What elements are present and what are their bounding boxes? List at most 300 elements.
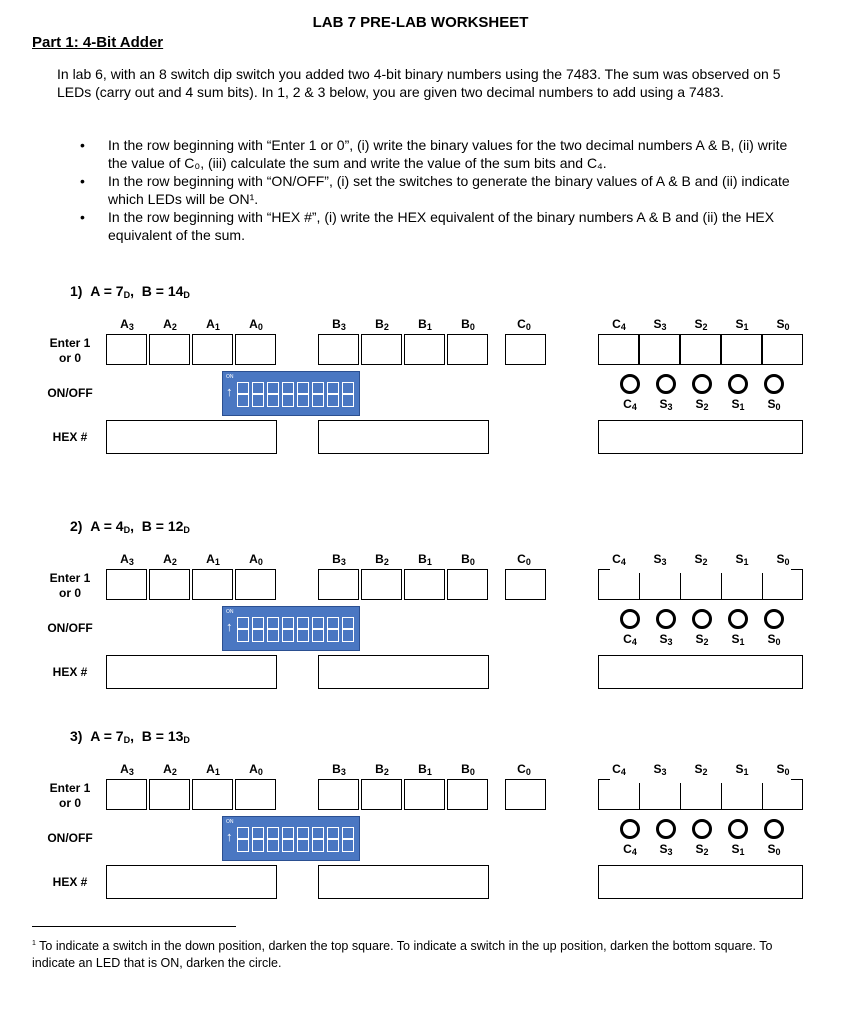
bit-subscript: 2 xyxy=(171,322,177,332)
hex-b-box[interactable] xyxy=(318,865,489,899)
a-bit-label xyxy=(150,317,190,332)
bit-letter: S xyxy=(659,842,668,856)
sum-entry-divider xyxy=(680,573,681,600)
dip-switch-toggle[interactable] xyxy=(327,827,339,852)
hex-b-box[interactable] xyxy=(318,655,489,689)
led-indicator[interactable] xyxy=(728,609,748,629)
bit-letter: B xyxy=(418,552,427,566)
led-label xyxy=(759,842,789,857)
led-label xyxy=(687,397,717,412)
footnote xyxy=(32,935,792,972)
bit-letter: A xyxy=(249,762,258,776)
bit-letter: C xyxy=(517,317,526,331)
radix-subscript: D xyxy=(183,735,190,745)
a-bit-entry-cell[interactable] xyxy=(192,569,233,600)
dip-switch-toggle[interactable] xyxy=(297,827,309,852)
bit-subscript: 4 xyxy=(631,402,637,412)
a-bit-label xyxy=(107,317,147,332)
led-indicator[interactable] xyxy=(728,374,748,394)
bit-subscript: 0 xyxy=(775,847,781,857)
bit-letter: S xyxy=(776,762,785,776)
led-indicator[interactable] xyxy=(656,819,676,839)
b-bit-label xyxy=(448,317,488,332)
part-heading: Part 1: 4-Bit Adder xyxy=(32,34,164,51)
row-label-onoff: ON/OFF xyxy=(47,386,93,400)
bit-subscript: 3 xyxy=(661,322,667,332)
bit-subscript: 3 xyxy=(340,322,346,332)
dip-switch-toggle[interactable] xyxy=(327,382,339,407)
sum-bit-entry-cell[interactable] xyxy=(723,571,761,598)
b-bit-entry-cell[interactable] xyxy=(318,569,359,600)
row-label-enter xyxy=(40,336,100,366)
b-bit-entry-cell[interactable] xyxy=(447,334,488,365)
bit-subscript: 4 xyxy=(620,557,626,567)
value-b: 14 xyxy=(167,283,184,299)
led-indicator[interactable] xyxy=(764,609,784,629)
b-bit-label xyxy=(319,762,359,777)
bit-letter: S xyxy=(653,552,662,566)
a-bit-entry-cell[interactable] xyxy=(149,569,190,600)
a-bit-entry-cell[interactable] xyxy=(106,779,147,810)
dip-on-label: ON xyxy=(226,819,234,825)
problem-heading: 2) $A = 4_D$, $B = 12_D$ xyxy=(70,518,190,535)
led-label xyxy=(687,842,717,857)
led-indicator[interactable] xyxy=(692,609,712,629)
bit-subscript: 1 xyxy=(743,322,749,332)
row-label-onoff: ON/OFF xyxy=(47,621,93,635)
b-bit-entry-cell[interactable] xyxy=(318,334,359,365)
led-label xyxy=(651,842,681,857)
bit-letter: A xyxy=(120,552,129,566)
led-indicator[interactable] xyxy=(620,609,640,629)
sum-bit-label xyxy=(722,552,762,567)
b-bit-entry-cell[interactable] xyxy=(361,569,402,600)
a-bit-label xyxy=(236,552,276,567)
bit-subscript: 3 xyxy=(128,322,134,332)
bit-subscript: 0 xyxy=(784,557,790,567)
dip-switch-toggle[interactable] xyxy=(252,382,264,407)
c0-label xyxy=(504,317,544,332)
b-bit-label xyxy=(319,317,359,332)
bit-letter: A xyxy=(163,317,172,331)
row-label-line: Enter 1 xyxy=(49,336,91,350)
row-label-line: Enter 1 xyxy=(49,571,91,585)
bit-subscript: 1 xyxy=(214,322,220,332)
b-bit-entry-cell[interactable] xyxy=(404,779,445,810)
led-label xyxy=(651,397,681,412)
bit-subscript: 2 xyxy=(383,767,389,777)
bit-letter: C xyxy=(612,552,621,566)
bit-subscript: 1 xyxy=(214,557,220,567)
bit-letter: B xyxy=(375,317,384,331)
bit-subscript: 2 xyxy=(703,847,709,857)
sum-bit-label xyxy=(599,552,639,567)
bit-subscript: 1 xyxy=(739,847,745,857)
dip-switch-toggle[interactable] xyxy=(312,827,324,852)
bit-letter: C xyxy=(623,842,632,856)
sum-bit-label xyxy=(722,762,762,777)
problem-number: 1) xyxy=(70,283,83,299)
b-bit-entry-cell[interactable] xyxy=(404,569,445,600)
sum-bit-entry-cell[interactable] xyxy=(762,334,803,365)
sum-bit-label xyxy=(681,317,721,332)
dip-on-label: ON xyxy=(226,374,234,380)
dip-switch[interactable] xyxy=(222,606,360,651)
b-bit-label xyxy=(319,552,359,567)
up-arrow-icon: ↑ xyxy=(226,829,233,844)
hex-b-box[interactable] xyxy=(318,420,489,454)
dip-switch-toggle[interactable] xyxy=(252,827,264,852)
problem-heading: 3) $A = 7_D$, $B = 13_D$ xyxy=(70,728,190,745)
b-bit-entry-cell[interactable] xyxy=(361,334,402,365)
problem-heading: 1) $A = 7_D$, $B = 14_D$ xyxy=(70,283,190,300)
value-a: 7 xyxy=(115,283,124,299)
bit-letter: S xyxy=(767,632,776,646)
row-label-enter xyxy=(40,571,100,601)
c0-label xyxy=(504,762,544,777)
bit-subscript: 2 xyxy=(703,402,709,412)
sum-entry-edge xyxy=(802,779,803,810)
bit-subscript: 3 xyxy=(340,557,346,567)
bit-letter: C xyxy=(612,317,621,331)
bit-letter: A xyxy=(120,762,129,776)
sum-bit-entry-cell[interactable] xyxy=(680,334,721,365)
row-label-hex: HEX # xyxy=(52,430,88,444)
sum-bit-label xyxy=(640,762,680,777)
sum-bit-entry-cell[interactable] xyxy=(639,334,680,365)
a-bit-entry-cell[interactable] xyxy=(149,779,190,810)
c0-entry-cell[interactable] xyxy=(505,334,546,365)
bit-letter: B xyxy=(418,762,427,776)
led-label xyxy=(615,632,645,647)
bit-letter: S xyxy=(695,397,704,411)
hex-a-box[interactable] xyxy=(106,655,277,689)
sum-bit-label xyxy=(722,317,762,332)
radix-subscript: D xyxy=(123,525,131,535)
bit-subscript: 1 xyxy=(426,322,432,332)
dip-switch-toggle[interactable] xyxy=(267,382,279,407)
a-bit-entry-cell[interactable] xyxy=(192,779,233,810)
a-bit-label xyxy=(236,317,276,332)
led-indicator[interactable] xyxy=(656,374,676,394)
bit-subscript: 2 xyxy=(383,322,389,332)
bit-subscript: 3 xyxy=(667,637,673,647)
b-bit-label xyxy=(405,317,445,332)
bit-subscript: 3 xyxy=(667,847,673,857)
dip-switch-toggle[interactable] xyxy=(267,617,279,642)
dip-switch-toggle[interactable] xyxy=(297,382,309,407)
b-bit-label xyxy=(362,762,402,777)
led-label xyxy=(723,632,753,647)
problem-section xyxy=(0,728,841,928)
a-bit-label xyxy=(193,552,233,567)
bit-subscript: 0 xyxy=(784,767,790,777)
radix-subscript: D xyxy=(183,525,190,535)
sum-entry-divider xyxy=(639,783,640,810)
bit-letter: B xyxy=(332,552,341,566)
dip-switch-toggle[interactable] xyxy=(342,617,354,642)
bit-letter: S xyxy=(653,762,662,776)
bit-subscript: 0 xyxy=(469,322,475,332)
problem-section xyxy=(0,518,841,718)
b-bit-entry-cell[interactable] xyxy=(318,779,359,810)
instructions-list xyxy=(80,136,805,244)
dip-switch[interactable] xyxy=(222,371,360,416)
b-bit-entry-cell[interactable] xyxy=(447,779,488,810)
bit-letter: S xyxy=(659,397,668,411)
dip-switch-toggle[interactable] xyxy=(267,827,279,852)
c0-label xyxy=(504,552,544,567)
sum-entry-divider xyxy=(721,783,722,810)
bit-letter: B xyxy=(332,762,341,776)
b-bit-label xyxy=(362,317,402,332)
a-bit-label xyxy=(107,552,147,567)
b-bit-entry-cell[interactable] xyxy=(404,334,445,365)
bit-subscript: 1 xyxy=(426,767,432,777)
radix-subscript: D xyxy=(123,735,131,745)
bit-letter: S xyxy=(735,317,744,331)
bit-subscript: 0 xyxy=(469,557,475,567)
bit-subscript: 0 xyxy=(784,322,790,332)
dip-switch-toggle[interactable] xyxy=(312,382,324,407)
bit-letter: S xyxy=(735,762,744,776)
instruction-item: • In the row beginning with “Enter 1 or 0”, (i) write the binary values for the two decimal numbers A & B, (ii) write the value of C₀, (iii) calculate the sum and write the value of the sum bits and C₄. xyxy=(80,136,805,172)
instruction-item: • In the row beginning with “HEX #”, (i) write the HEX equivalent of the binary numbers A & B and (ii) the HEX equivalent of the sum. xyxy=(80,208,805,244)
value-b: 12 xyxy=(167,518,184,534)
dip-switch-toggle[interactable] xyxy=(312,617,324,642)
sum-bit-entry-cell[interactable] xyxy=(641,571,679,598)
bit-subscript: 3 xyxy=(340,767,346,777)
bit-subscript: 0 xyxy=(469,767,475,777)
bit-letter: C xyxy=(517,762,526,776)
bit-subscript: 2 xyxy=(171,557,177,567)
bit-subscript: 2 xyxy=(171,767,177,777)
bit-subscript: 2 xyxy=(703,637,709,647)
sum-bit-label xyxy=(681,762,721,777)
led-indicator[interactable] xyxy=(728,819,748,839)
led-label xyxy=(651,632,681,647)
bit-letter: S xyxy=(767,842,776,856)
a-bit-entry-cell[interactable] xyxy=(149,334,190,365)
sum-bit-entry-cell[interactable] xyxy=(600,781,638,808)
bit-subscript: 2 xyxy=(383,557,389,567)
led-indicator[interactable] xyxy=(692,819,712,839)
sum-bit-entry-cell[interactable] xyxy=(682,571,720,598)
bit-subscript: 2 xyxy=(702,322,708,332)
sum-bit-entry-cell[interactable] xyxy=(764,781,802,808)
sum-bit-entry-cell[interactable] xyxy=(723,781,761,808)
bit-letter: A xyxy=(206,317,215,331)
led-label xyxy=(615,397,645,412)
b-bit-label xyxy=(448,552,488,567)
bit-letter: A xyxy=(249,317,258,331)
led-indicator[interactable] xyxy=(620,819,640,839)
a-bit-entry-cell[interactable] xyxy=(106,569,147,600)
dip-switch-toggle[interactable] xyxy=(282,617,294,642)
bit-letter: B xyxy=(461,552,470,566)
bit-letter: S xyxy=(694,317,703,331)
bit-letter: A xyxy=(163,552,172,566)
hex-a-box[interactable] xyxy=(106,420,277,454)
dip-switch-toggle[interactable] xyxy=(237,382,249,407)
footnote-mark: 1 xyxy=(32,940,36,947)
sum-entry-edge xyxy=(598,779,599,810)
a-bit-label xyxy=(193,762,233,777)
bit-subscript: 2 xyxy=(702,557,708,567)
bit-letter: A xyxy=(206,762,215,776)
dip-switch-toggle[interactable] xyxy=(297,617,309,642)
row-label-line: Enter 1 xyxy=(49,781,91,795)
b-bit-label xyxy=(362,552,402,567)
led-label xyxy=(615,842,645,857)
led-label xyxy=(723,842,753,857)
led-indicator[interactable] xyxy=(692,374,712,394)
dip-switch-toggle[interactable] xyxy=(252,617,264,642)
b-bit-label xyxy=(448,762,488,777)
bit-subscript: 0 xyxy=(525,557,531,567)
sum-bit-entry-cell[interactable] xyxy=(764,571,802,598)
bit-subscript: 1 xyxy=(426,557,432,567)
dip-switch-toggle[interactable] xyxy=(342,827,354,852)
hex-sum-box[interactable] xyxy=(598,655,803,689)
a-bit-label xyxy=(193,317,233,332)
bit-letter: B xyxy=(332,317,341,331)
bit-letter: S xyxy=(694,552,703,566)
hex-sum-box[interactable] xyxy=(598,865,803,899)
led-indicator[interactable] xyxy=(764,819,784,839)
dip-switch-toggle[interactable] xyxy=(327,617,339,642)
bit-letter: S xyxy=(735,552,744,566)
sum-bit-entry-cell[interactable] xyxy=(641,781,679,808)
value-a: 7 xyxy=(115,728,124,744)
radix-subscript: D xyxy=(123,290,131,300)
bit-letter: A xyxy=(249,552,258,566)
bit-letter: S xyxy=(659,632,668,646)
a-bit-entry-cell[interactable] xyxy=(235,569,276,600)
row-label-line: or 0 xyxy=(58,351,81,365)
sum-entry-divider xyxy=(639,573,640,600)
bit-letter: S xyxy=(731,842,740,856)
bit-letter: C xyxy=(623,632,632,646)
bit-subscript: 1 xyxy=(743,767,749,777)
bit-subscript: 0 xyxy=(775,637,781,647)
row-label-line: or 0 xyxy=(58,796,81,810)
up-arrow-icon: ↑ xyxy=(226,384,233,399)
sum-entry-edge xyxy=(598,569,599,600)
dip-switch-toggle[interactable] xyxy=(342,382,354,407)
dip-switch[interactable] xyxy=(222,816,360,861)
bit-subscript: 3 xyxy=(661,557,667,567)
sum-entry-baseline xyxy=(598,599,803,600)
led-indicator[interactable] xyxy=(764,374,784,394)
sum-entry-edge-cap xyxy=(598,569,610,570)
dip-switch-toggle[interactable] xyxy=(282,827,294,852)
a-bit-label xyxy=(236,762,276,777)
bit-letter: S xyxy=(731,632,740,646)
bit-letter: B xyxy=(461,317,470,331)
bit-subscript: 0 xyxy=(257,322,263,332)
dip-switch-toggle[interactable] xyxy=(282,382,294,407)
sum-bit-label xyxy=(640,552,680,567)
sum-entry-edge-cap xyxy=(791,779,803,780)
value-b: 13 xyxy=(167,728,184,744)
dip-switch-toggle[interactable] xyxy=(237,617,249,642)
bit-letter: S xyxy=(776,317,785,331)
problem-number: 2) xyxy=(70,518,83,534)
bit-letter: C xyxy=(623,397,632,411)
b-bit-entry-cell[interactable] xyxy=(447,569,488,600)
a-bit-entry-cell[interactable] xyxy=(235,334,276,365)
sum-entry-baseline xyxy=(598,809,803,810)
led-label xyxy=(723,397,753,412)
sum-bit-label xyxy=(640,317,680,332)
sum-bit-label xyxy=(763,552,803,567)
a-bit-label xyxy=(150,552,190,567)
a-bit-entry-cell[interactable] xyxy=(192,334,233,365)
sum-bit-label xyxy=(599,762,639,777)
sum-bit-label xyxy=(599,317,639,332)
a-bit-entry-cell[interactable] xyxy=(235,779,276,810)
dip-switch-toggle[interactable] xyxy=(237,827,249,852)
led-indicator[interactable] xyxy=(656,609,676,629)
bit-letter: B xyxy=(375,762,384,776)
bit-letter: B xyxy=(418,317,427,331)
problem-number: 3) xyxy=(70,728,83,744)
problem-section xyxy=(0,283,841,483)
bit-letter: S xyxy=(653,317,662,331)
bit-letter: S xyxy=(776,552,785,566)
bit-letter: C xyxy=(517,552,526,566)
sum-entry-divider xyxy=(762,573,763,600)
sum-bit-entry-cell[interactable] xyxy=(721,334,762,365)
sum-entry-divider xyxy=(721,573,722,600)
bit-letter: B xyxy=(461,762,470,776)
hex-sum-box[interactable] xyxy=(598,420,803,454)
sum-entry-divider xyxy=(680,783,681,810)
bit-subscript: 0 xyxy=(525,767,531,777)
sum-bit-label xyxy=(763,317,803,332)
bit-letter: A xyxy=(163,762,172,776)
bit-subscript: 4 xyxy=(631,847,637,857)
row-label-hex: HEX # xyxy=(52,665,88,679)
footnote-text: To indicate a switch in the down position, darken the top square. To indicate a switch in the up position, darken the bottom square. To indicate an LED that is ON, darken the circle. xyxy=(32,939,773,970)
a-bit-entry-cell[interactable] xyxy=(106,334,147,365)
radix-subscript: D xyxy=(183,290,190,300)
bit-letter: S xyxy=(767,397,776,411)
instruction-item: • In the row beginning with “ON/OFF”, (i) set the switches to generate the binary values of A & B and (ii) indicate which LEDs will be ON¹. xyxy=(80,172,805,208)
sum-bit-entry-cell[interactable] xyxy=(600,571,638,598)
sum-entry-edge-cap xyxy=(598,779,610,780)
sum-bit-entry-cell[interactable] xyxy=(682,781,720,808)
bit-letter: S xyxy=(695,632,704,646)
bit-subscript: 1 xyxy=(743,557,749,567)
value-a: 4 xyxy=(115,518,124,534)
sum-entry-edge xyxy=(802,569,803,600)
sum-bit-label xyxy=(763,762,803,777)
c0-entry-cell[interactable] xyxy=(505,569,546,600)
led-indicator[interactable] xyxy=(620,374,640,394)
bit-subscript: 4 xyxy=(620,322,626,332)
bit-subscript: 2 xyxy=(702,767,708,777)
row-label-onoff: ON/OFF xyxy=(47,831,93,845)
c0-entry-cell[interactable] xyxy=(505,779,546,810)
intro-paragraph: In lab 6, with an 8 switch dip switch you added two 4-bit binary numbers using the 7483. The sum was observed on 5 LEDs (carry out and 4 sum bits). In 1, 2 & 3 below, you are given two decimal numbers to add using a 7483. xyxy=(57,66,781,100)
b-bit-entry-cell[interactable] xyxy=(361,779,402,810)
hex-a-box[interactable] xyxy=(106,865,277,899)
bit-letter: B xyxy=(375,552,384,566)
b-bit-label xyxy=(405,552,445,567)
sum-bit-entry-cell[interactable] xyxy=(598,334,639,365)
